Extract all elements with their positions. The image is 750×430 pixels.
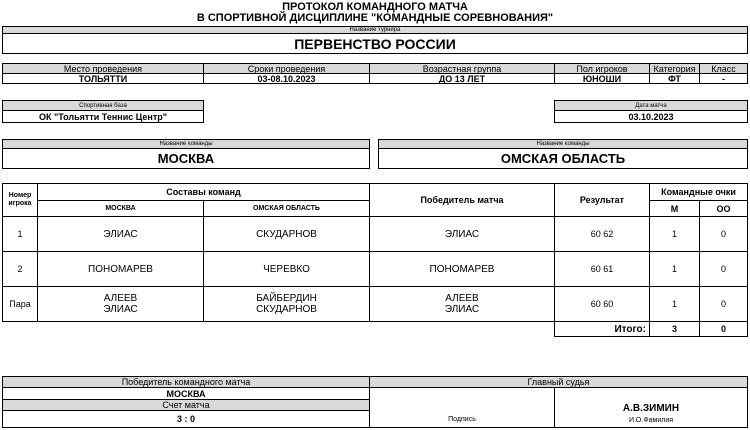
venue-value: ТОЛЬЯТТИ: [2, 73, 204, 84]
tournament-label: Название турнира: [2, 26, 748, 34]
row3-result: 60 60: [554, 286, 650, 322]
class-value: -: [699, 73, 748, 84]
match-date-value: 03.10.2023: [554, 110, 748, 123]
protocol-subtitle: В СПОРТИВНОЙ ДИСЦИПЛИНЕ "КОМАНДНЫЕ СОРЕВНОВАНИЯ": [196, 12, 554, 24]
venue-label: Место проведения: [2, 63, 204, 74]
col-team-a: МОСКВА: [37, 200, 204, 217]
row1-oo: 0: [699, 216, 748, 252]
referee-name: А.В.ЗИМИН: [622, 403, 680, 414]
dates-label: Сроки проведения: [203, 63, 370, 74]
row2-team-b-player: ЧЕРЕВКО: [203, 251, 370, 287]
row1-winner: ЭЛИАС: [369, 216, 555, 252]
gender-value: ЮНОШИ: [554, 73, 650, 84]
gender-label: Пол игроков: [554, 63, 650, 74]
base-label: Спортивная база: [2, 100, 204, 111]
category-label: Категория: [649, 63, 700, 74]
row3-team-a-players: АЛЕЕВ ЭЛИАС: [37, 286, 204, 322]
base-value: ОК "Тольятти Теннис Центр": [2, 110, 204, 123]
tournament-name: ПЕРВЕНСТВО РОССИИ: [2, 33, 748, 54]
row2-winner: ПОНОМАРЕВ: [369, 251, 555, 287]
score-label: Счет матча: [2, 399, 370, 411]
score-value: 3 : 0: [2, 410, 370, 428]
row1-result: 60 62: [554, 216, 650, 252]
row3-m: 1: [649, 286, 700, 322]
col-player-number: Номер игрока: [2, 183, 38, 217]
row2-team-a-player: ПОНОМАРЕВ: [37, 251, 204, 287]
team-a-name: МОСКВА: [2, 148, 370, 169]
signature-label: Подпись: [448, 416, 476, 423]
row2-number: 2: [2, 251, 38, 287]
total-m: 3: [649, 321, 700, 337]
row3-team-b-players: БАЙБЕРДИН СКУДАРНОВ: [203, 286, 370, 322]
match-date-label: Дата матча: [554, 100, 748, 111]
row1-number: 1: [2, 216, 38, 252]
winner-label: Победитель командного матча: [2, 376, 370, 388]
col-result: Результат: [554, 183, 650, 217]
total-label: Итого:: [554, 321, 650, 337]
winner-value: МОСКВА: [2, 387, 370, 400]
row1-team-b-player: СКУДАРНОВ: [203, 216, 370, 252]
team-b-label: Название команды: [378, 139, 748, 149]
row2-oo: 0: [699, 251, 748, 287]
col-m: М: [649, 200, 700, 217]
protocol-title: ПРОТОКОЛ КОМАНДНОГО МАТЧА: [282, 1, 468, 13]
class-label: Класс: [699, 63, 748, 74]
row3-number: Пара: [2, 286, 38, 322]
total-oo: 0: [699, 321, 748, 337]
dates-value: 03-08.10.2023: [203, 73, 370, 84]
team-a-label: Название команды: [2, 139, 370, 149]
row2-result: 60 61: [554, 251, 650, 287]
row1-team-a-player: ЭЛИАС: [37, 216, 204, 252]
col-team-b: ОМСКАЯ ОБЛАСТЬ: [203, 200, 370, 217]
age-value: ДО 13 ЛЕТ: [369, 73, 555, 84]
category-value: ФТ: [649, 73, 700, 84]
row3-oo: 0: [699, 286, 748, 322]
age-label: Возрастная группа: [369, 63, 555, 74]
col-rosters: Составы команд: [37, 183, 370, 201]
row1-m: 1: [649, 216, 700, 252]
row2-m: 1: [649, 251, 700, 287]
col-winner: Победитель матча: [369, 183, 555, 217]
referee-name-caption: И.О.Фамилия: [628, 417, 674, 424]
col-team-points: Командные очки: [649, 183, 748, 201]
referee-label: Главный судья: [369, 376, 748, 388]
team-b-name: ОМСКАЯ ОБЛАСТЬ: [378, 148, 748, 169]
row3-winner: АЛЕЕВ ЭЛИАС: [369, 286, 555, 322]
col-oo: ОО: [699, 200, 748, 217]
